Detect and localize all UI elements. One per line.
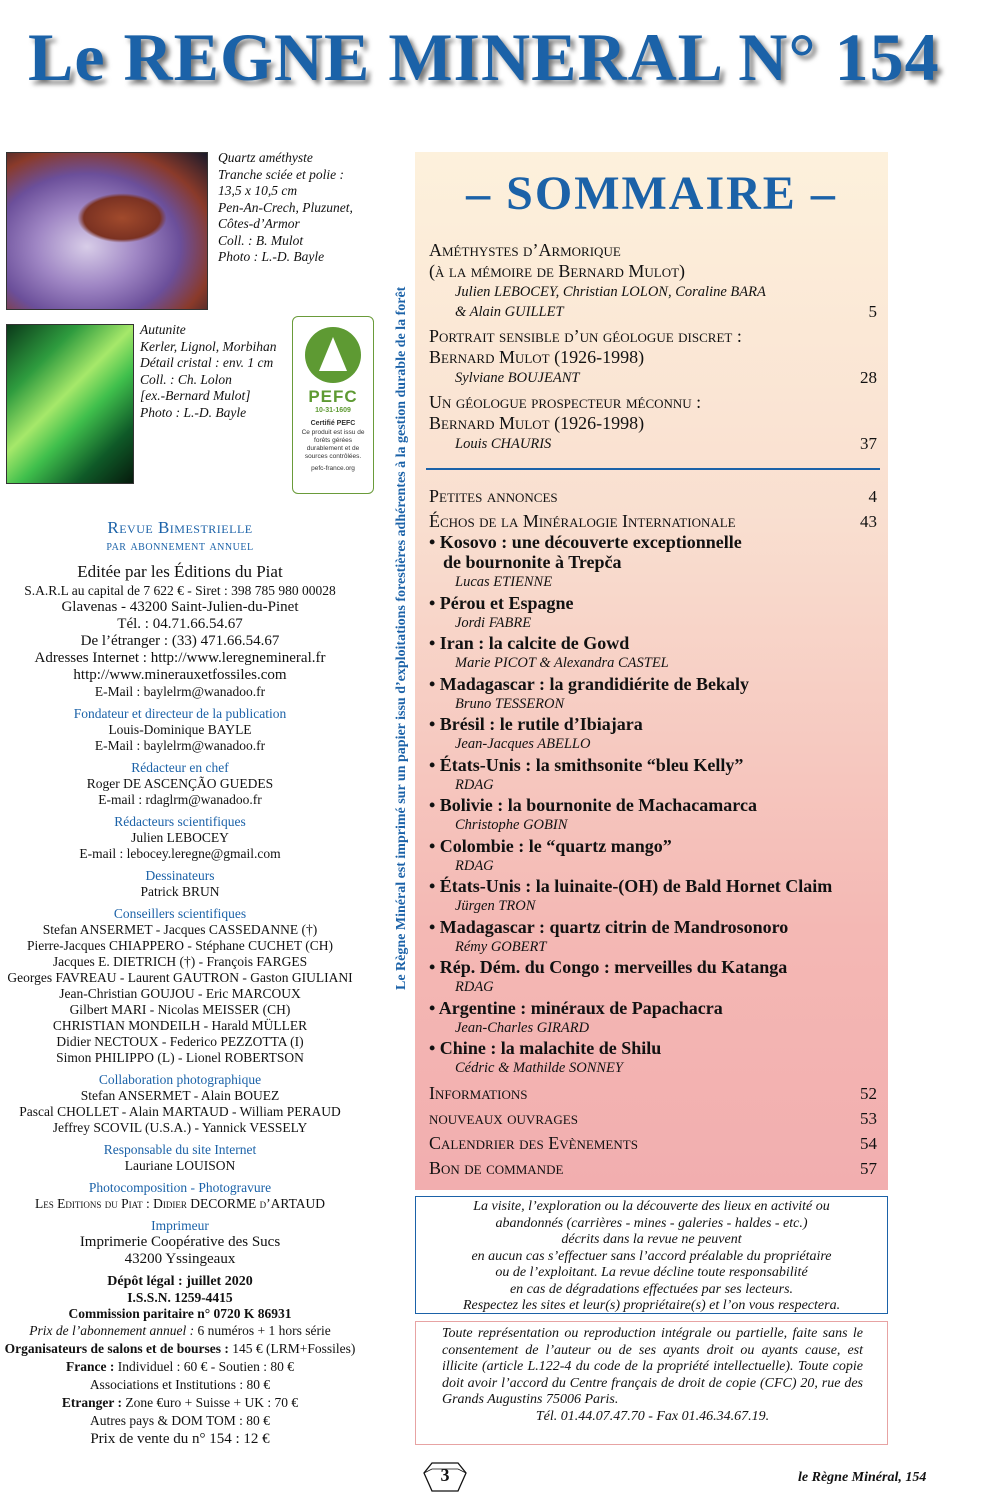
credit-section-head: Conseillers scientifiques [113, 906, 247, 921]
notice-line: La visite, l’exploration ou la découverte des lieux en activité ou [473, 1199, 830, 1214]
credit-line: Patrick BRUN [140, 884, 220, 899]
credit-line: Didier NECTOUX - Federico PEZZOTTA (I) [56, 1034, 304, 1049]
pefc-site: pefc-france.org [311, 465, 355, 472]
caption-line: 13,5 x 10,5 cm [218, 183, 298, 198]
sommaire-tail-item [429, 1133, 877, 1154]
price-etranger: Etranger : Zone €uro + Suisse + UK : 70 € [61, 1395, 299, 1410]
credit-section-head: Fondateur et directeur de la publication [73, 706, 287, 721]
echos-item-author: Lucas ETIENNE [455, 574, 553, 590]
credit-sections [0, 706, 360, 1268]
credit-section-head: Responsable du site Internet [103, 1142, 257, 1157]
echos-item-author: RDAG [455, 979, 494, 995]
sommaire-article [429, 240, 877, 322]
echos-item-title: • Rép. Dém. du Congo : merveilles du Katanga [429, 957, 788, 977]
echos-heading [429, 511, 877, 532]
credit-line: 43200 Yssingeaux [124, 1251, 236, 1267]
company-line: S.A.R.L au capital de 7 622 € - Siret : 398 785 980 00028 [24, 583, 336, 598]
echos-label: Échos de la Minéralogie Internationale [429, 511, 736, 531]
credit-line: Stefan ANSERMET - Alain BOUEZ [80, 1088, 280, 1103]
amethyst-photo [6, 152, 208, 310]
echos-item-author: Cédric & Mathilde SONNEY [455, 1060, 623, 1076]
copyright-notice [415, 1321, 888, 1445]
site-visit-notice [415, 1196, 888, 1314]
pefc-logo [292, 316, 374, 494]
credit-line: Lauriane LOUISON [124, 1158, 236, 1173]
echos-item-title: • États-Unis : la luinaite-(OH) de Bald Hornet Claim [429, 876, 833, 896]
article-author: & Alain GUILLET 5 [455, 302, 877, 321]
caption-line: Coll. : Ch. Lolon [140, 371, 232, 387]
pefc-text: Ce produit est issu de forêts gérées durablement et de sources contrôlées. [301, 429, 365, 460]
caption-line: Tranche sciée et polie : [218, 166, 344, 182]
petites-label: Petites annonces [429, 486, 558, 506]
credit-line: Pascal CHOLLET - Alain MARTAUD - William PERAUD [19, 1104, 341, 1119]
sommaire-tail-item [429, 1083, 877, 1104]
copyright-body: Toute représentation ou reproduction intégrale ou partielle, faite sans le consentement de l’auteur ou de ses ayants droit ou ayants cause, est illicite (article L.122-4 du code de la propriété intellectuelle). Toute copie doit avoir l’accord du Centre français de droit de copie (CFC) 20, rue des Grands Augustins 75006 Paris. [442, 1326, 863, 1407]
article-title: Un géologue prospecteur méconnu : [429, 392, 702, 412]
article-title: Bernard Mulot (1926-1998) [429, 347, 645, 367]
tail-label: nouveaux ouvrages [429, 1107, 578, 1128]
tail-label: Bon de commande [429, 1157, 564, 1178]
tel-foreign-line: De l’étranger : (33) 471.66.54.67 [80, 633, 280, 649]
pefc-code: 10-31-1609 [315, 407, 351, 414]
credit-section-head: Dessinateurs [145, 868, 215, 883]
credit-section-head: Photocomposition - Photogravure [88, 1180, 272, 1195]
credit-section-head: Collaboration photographique [98, 1072, 262, 1087]
credit-section-head: Rédacteur en chef [131, 760, 229, 775]
echos-item-title: • Pérou et Espagne [429, 592, 574, 613]
credit-line: Les Editions du Piat : Didier DECORME d’ARTAUD [35, 1196, 325, 1211]
tail-page: 52 [860, 1083, 877, 1103]
petites-annonces [429, 486, 877, 507]
echos-item-title: • Madagascar : la grandidiérite de Bekaly [429, 673, 749, 694]
credit-line: Roger DE ASCENÇÃO GUEDES [86, 776, 274, 791]
sommaire-tail-item [429, 1108, 877, 1129]
pefc-certified: Certifié PEFC [310, 420, 356, 427]
echos-item-author: Rémy GOBERT [455, 938, 547, 955]
echos-item-author: Jean-Jacques ABELLO [455, 736, 591, 752]
revue-subtitle: par abonnement annuel [106, 539, 254, 554]
credit-section-head: Imprimeur [151, 1218, 209, 1233]
sommaire-article [429, 326, 877, 388]
caption-line: Photo : L.-D. Bayle [218, 249, 325, 264]
credit-line: Simon PHILIPPO (L) - Lionel ROBERTSON [56, 1050, 304, 1065]
page-number: 3 [440, 1465, 450, 1485]
echos-item-author: Marie PICOT & Alexandra CASTEL [455, 655, 669, 671]
sommaire-title: – SOMMAIRE – [466, 167, 837, 220]
sommaire-box [415, 152, 888, 1190]
credit-line: Jacques E. DIETRICH (†) - François FARGES [52, 954, 308, 969]
tel-line: Tél. : 04.71.66.54.67 [117, 616, 243, 632]
price-autres: Autres pays & DOM TOM : 80 € [90, 1413, 270, 1428]
email-line: E-Mail : baylelrm@wanadoo.fr [94, 684, 266, 699]
pefc-tree-icon [305, 327, 361, 383]
credit-line: Pierre-Jacques CHIAPPERO - Stéphane CUCHET (CH) [26, 938, 334, 953]
caption-line: Autunite [140, 322, 186, 337]
petites-page: 4 [868, 487, 877, 506]
echos-item-title-cont: de bournonite à Trepča [443, 552, 622, 572]
echos-item-title: • Madagascar : quartz citrin de Mandrosonoro [429, 916, 789, 937]
sommaire-article [429, 392, 877, 454]
credit-line: Louis-Dominique BAYLE [108, 722, 252, 737]
echos-item-title: • Argentine : minéraux de Papachacra [429, 997, 723, 1018]
caption-line: Pen-An-Crech, Pluzunet, [218, 199, 353, 215]
caption-line: Coll. : B. Mulot [218, 232, 304, 248]
tail-page: 54 [860, 1133, 877, 1153]
echos-item-title: • Chine : la malachite de Shilu [429, 1038, 662, 1058]
article-title: Bernard Mulot (1926-1998) [429, 413, 645, 433]
magazine-title: Le REGNE MINERAL N° 154 [28, 19, 940, 95]
paper-notice-vertical: Le Règne Minéral est imprimé sur un papier issu d’exploitations forestières adhérentes à la gestion durable de la forêt [394, 286, 409, 990]
commission: Commission paritaire n° 0720 K 86931 [68, 1306, 292, 1321]
price-annual: Prix de l’abonnement annuel : 6 numéros + 1 hors série [29, 1323, 331, 1338]
autunite-caption [140, 322, 290, 421]
pefc-name: PEFC [308, 387, 358, 406]
issn: I.S.S.N. 1259-4415 [127, 1290, 233, 1305]
price-vente: Prix de vente du n° 154 : 12 € [90, 1431, 270, 1447]
credit-line: Jeffrey SCOVIL (U.S.A.) - Yannick VESSELY [52, 1120, 308, 1135]
tail-page: 57 [860, 1158, 877, 1178]
pricing [0, 1322, 360, 1448]
echos-item-author: Jürgen TRON [455, 898, 536, 914]
sommaire-tail-item [429, 1158, 877, 1179]
echos-item-author: Jordi FABRE [455, 614, 532, 631]
amethyst-caption [218, 150, 398, 266]
copyright-contact: Tél. 01.44.07.47.70 - Fax 01.46.34.67.19. [535, 1408, 770, 1424]
credit-line: Gilbert MARI - Nicolas MEISSER (CH) [69, 1002, 291, 1017]
echos-item-title: • Colombie : le “quartz mango” [429, 835, 672, 856]
price-assoc: Associations et Institutions : 80 € [89, 1377, 271, 1392]
article-title: (à la mémoire de Bernard Mulot) [429, 261, 686, 281]
article-page: 28 [860, 368, 877, 387]
sommaire-body [429, 240, 877, 1179]
notice-line: ou de l’exploitant. La revue décline toute responsabilité [495, 1265, 808, 1280]
echos-item-author: Bruno TESSERON [455, 695, 565, 712]
echos-item-author: Jean-Charles GIRARD [455, 1019, 590, 1036]
web-line-1: Adresses Internet : http://www.leregnemineral.fr [34, 650, 326, 666]
notice-line: abandonnés (carrières - mines - galeries - haldes - etc.) [495, 1215, 808, 1231]
article-title: Portrait sensible d’un géologue discret : [429, 326, 742, 346]
echos-item-author: RDAG [455, 857, 494, 874]
caption-line: Côtes-d’Armor [218, 216, 300, 231]
sommaire-divider [426, 468, 880, 470]
tail-page: 53 [860, 1108, 877, 1128]
revue-title: Revue Bimestrielle [107, 518, 253, 537]
caption-line: Photo : L.-D. Bayle [140, 404, 247, 420]
echos-item-title: • Iran : la calcite de Gowd [429, 633, 630, 653]
page-number-badge [422, 1461, 468, 1493]
caption-line: Détail cristal : env. 1 cm [140, 355, 274, 370]
article-author: Julien LEBOCEY, Christian LOLON, Coraline BARA [455, 284, 766, 300]
notice-line: en aucun cas s’effectuer sans l’accord préalable du propriétaire [471, 1248, 832, 1264]
credit-line: Stefan ANSERMET - Jacques CASSEDANNE (†) [42, 922, 318, 937]
article-page: 5 [868, 302, 877, 321]
credit-line: E-mail : rdaglrm@wanadoo.fr [98, 792, 262, 807]
web-line-2: http://www.minerauxetfossiles.com [73, 667, 287, 683]
notice-line: Respectez les sites et leur(s) propriétaire(s) et l’on vous respectera. [462, 1298, 841, 1313]
price-org: Organisateurs de salons et de bourses : 145 € (LRM+Fossiles) [4, 1341, 356, 1356]
autunite-photo [6, 324, 134, 484]
caption-line: Quartz améthyste [218, 150, 313, 165]
caption-line: Kerler, Lignol, Morbihan [140, 338, 277, 354]
depot-legal: Dépôt légal : juillet 2020 [107, 1274, 253, 1289]
credit-line: Imprimerie Coopérative des Sucs [79, 1234, 281, 1250]
notice-line: décrits dans la revue ne peuvent [561, 1232, 742, 1247]
echos-item-author: RDAG [455, 776, 494, 793]
article-title: Améthystes d’Armorique [429, 240, 621, 260]
echos-item-title: • Brésil : le rutile d’Ibiajara [429, 714, 643, 734]
address-line: Glavenas - 43200 Saint-Julien-du-Pinet [61, 599, 299, 615]
echos-item-author: Christophe GOBIN [455, 817, 568, 833]
notice-line: en cas de dégradations effectuées par ses lecteurs. [509, 1281, 794, 1297]
article-author: Louis CHAURIS 37 [455, 434, 877, 453]
tail-label: Informations [429, 1082, 528, 1103]
credits-column [0, 518, 360, 1448]
price-france: France : Individuel : 60 € - Soutien : 80 € [66, 1359, 294, 1374]
article-page: 37 [860, 434, 877, 453]
footer-title: le Règne Minéral, 154 [798, 1470, 927, 1485]
credit-line: Julien LEBOCEY [131, 830, 229, 845]
credit-line: E-Mail : baylelrm@wanadoo.fr [94, 738, 266, 753]
echos-page: 43 [860, 512, 877, 531]
credit-line: E-mail : lebocey.leregne@gmail.com [79, 846, 281, 861]
echos-item-title: • Bolivie : la bournonite de Machacamarca [429, 795, 757, 815]
credit-line: Jean-Christian GOUJOU - Eric MARCOUX [59, 986, 301, 1001]
echos-item-title: • États-Unis : la smithsonite “bleu Kelly” [429, 754, 744, 775]
echos-item-title: • Kosovo : une découverte exceptionnelle [429, 532, 742, 552]
editor-line: Editée par les Éditions du Piat [77, 562, 283, 581]
caption-line: [ex.-Bernard Mulot] [140, 388, 251, 403]
credit-line: Georges FAVREAU - Laurent GAUTRON - Gaston GIULIANI [7, 970, 353, 985]
tail-label: Calendrier des Evènements [429, 1132, 638, 1153]
article-author: Sylviane BOUJEANT 28 [455, 368, 877, 387]
credit-line: CHRISTIAN MONDEILH - Harald MÜLLER [52, 1018, 308, 1033]
credit-section-head: Rédacteurs scientifiques [114, 814, 246, 829]
